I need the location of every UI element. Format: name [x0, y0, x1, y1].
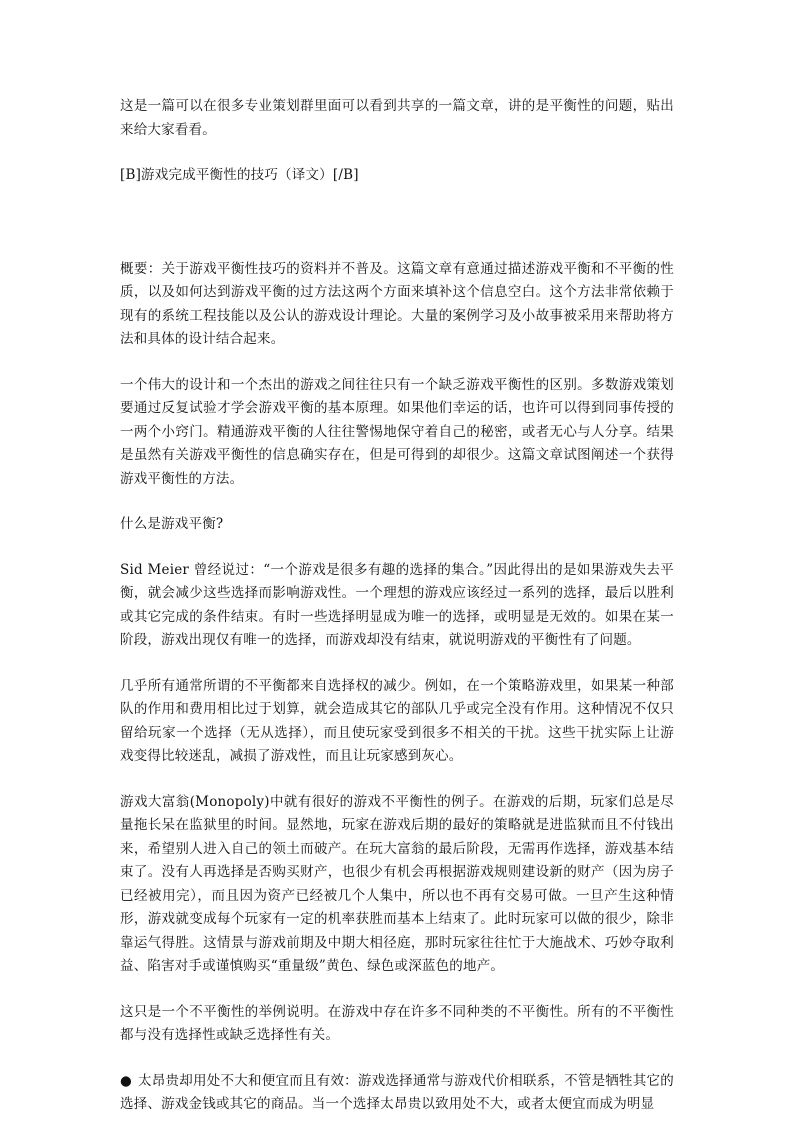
bullet-icon: ●: [120, 1072, 132, 1089]
body-paragraph-4: 游戏大富翁(Monopoly)中就有很好的游戏不平衡性的例子。在游戏的后期，玩家们总是尽量拖长呆在监狱里的时间。显然地，玩家在游戏后期的最好的策略就是进监狱而且不付钱出来，希望别人进入自己的领土而破产。在玩大富翁的最后阶段，无需再作选择，游戏基本结束了。没有人再选择是否购买财产，也很少有机会再根据游戏规则建设新的财产（因为房子已经被用完），而且因为资产已经被几个人集中，所以也不再有交易可做。一旦产生这种情形，游戏就变成每个玩家有一定的机率获胜而基本上结束了。此时玩家可以做的很少，除非靠运气得胜。这情景与游戏前期及中期大相径庭，那时玩家往往忙于大施战术、巧妙夺取利益、陷害对手或谨慎购买“重量级”黄色、绿色或深蓝色的地产。: [120, 793, 674, 974]
bullet-item: [120, 1070, 674, 1117]
body-paragraph-2: Sid Meier 曾经说过：“一个游戏是很多有趣的选择的集合。”因此得出的是如果游戏失去平衡，就会减少这些选择而影响游戏性。一个理想的游戏应该经过一系列的选择，最后以胜利或其它完成的条件结束。有时一些选择明显成为唯一的选择，或明显是无效的。如果在某一阶段，游戏出现仅有唯一的选择，而游戏却没有结束，就说明游戏的平衡性有了问题。: [120, 561, 674, 648]
bullet-text: 太昂贵却用处不大和便宜而且有效：游戏选择通常与游戏代价相联系，不管是牺牲其它的选择、游戏金钱或其它的商品。当一个选择太昂贵以致用处不大，或者太便宜而成为明显: [120, 1072, 674, 1112]
document-page: [120, 95, 674, 1117]
article-title: [B]游戏完成平衡性的技巧（译文）[/B]: [120, 167, 359, 183]
body-paragraph-1: 一个伟大的设计和一个杰出的游戏之间往往只有一个缺乏游戏平衡性的区别。多数游戏策划要通过反复试验才学会游戏平衡的基本原理。如果他们幸运的话，也许可以得到同事传授的一两个小窍门。精通游戏平衡的人往往警惕地保守着自己的秘密，或者无心与人分享。结果是虽然有关游戏平衡性的信息确实存在，但是可得到的却很少。这篇文章试图阐述一个获得游戏平衡性的方法。: [120, 376, 674, 487]
body-paragraph-5: 这只是一个不平衡性的举例说明。在游戏中存在许多不同种类的不平衡性。所有的不平衡性都与没有选择性或缺乏选择性有关。: [120, 1003, 674, 1043]
abstract-paragraph: 概要：关于游戏平衡性技巧的资料并不普及。这篇文章有意通过描述游戏平衡和不平衡的性质，以及如何达到游戏平衡的过方法这两个方面来填补这个信息空白。这个方法非常依赖于现有的系统工程技能以及公认的游戏设计理论。大量的案例学习及小故事被采用来帮助将方法和具体的设计结合起来。: [120, 260, 674, 347]
intro-paragraph: 这是一篇可以在很多专业策划群里面可以看到共享的一篇文章，讲的是平衡性的问题，贴出来给大家看看。: [120, 98, 674, 138]
section-heading: 什么是游戏平衡?: [120, 516, 224, 532]
body-paragraph-3: 几乎所有通常所谓的不平衡都来自选择权的减少。例如，在一个策略游戏里，如果某一种部队的作用和费用相比过于划算，就会造成其它的部队几乎或完全没有作用。这种情况不仅只留给玩家一个选择（无从选择），而且使玩家受到很多不相关的干扰。这些干扰实际上让游戏变得比较迷乱，减损了游戏性，而且让玩家感到灰心。: [120, 677, 674, 764]
